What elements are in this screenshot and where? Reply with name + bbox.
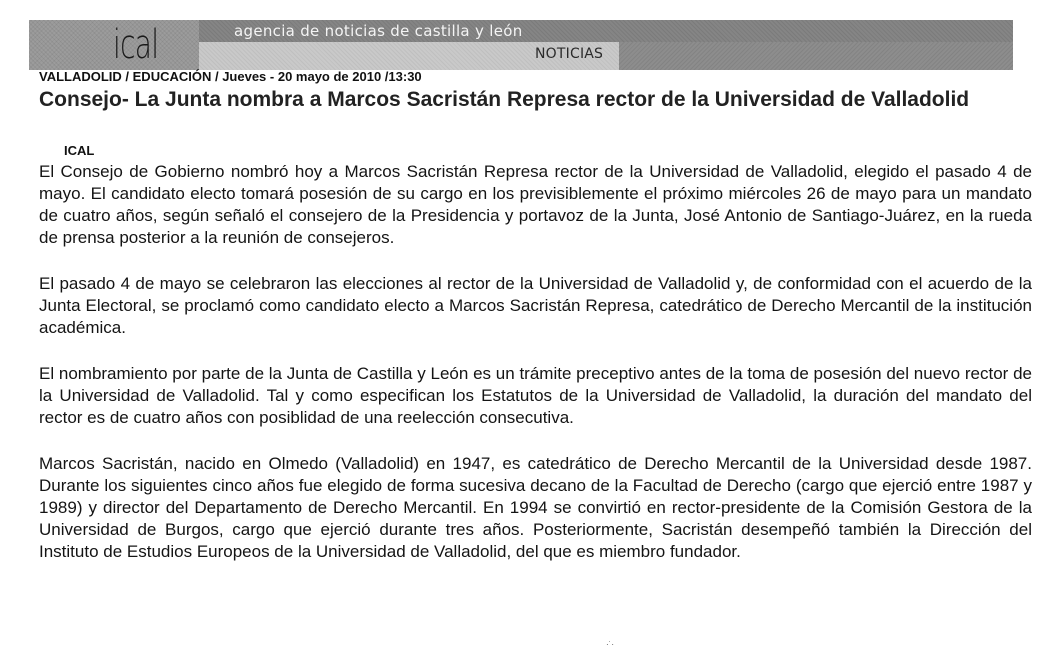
article-paragraph: El Consejo de Gobierno nombró hoy a Marcos Sacristán Represa rector de la Universidad de Valladolid, elegido el pasado 4 de mayo. El candidato electo tomará posesión de su cargo en los previsiblemente el próximo miércoles 26 de mayo para un mandato de cuatro años, según señaló el consejero de la Presidencia y portavoz de la Junta, José Antonio de Santiago-Juárez, en la rueda de prensa posterior a la reunión de consejeros. [39, 162, 1032, 247]
article-paragraph: El nombramiento por parte de la Junta de Castilla y León es un trámite preceptivo antes de la toma de posesión del nuevo rector de la Universidad de Valladolid. Tal y como especifican los Estatutos de la Universidad de Valladolid, la duración del mandato del rector es de cuatro años con posiblidad de una reelección consecutiva. [39, 364, 1032, 427]
masthead-band-right [619, 42, 1013, 70]
article-body [39, 161, 1032, 563]
agency-tagline: agencia de noticias de castilla y león [234, 22, 523, 40]
article-byline: ICAL [64, 143, 95, 158]
article-dateline: VALLADOLID / EDUCACIÓN / Jueves - 20 mayo de 2010 /13:30 [39, 69, 422, 84]
ical-logo: ical [113, 22, 159, 68]
masthead-banner [29, 20, 1013, 70]
scan-speck: ·˙· [606, 640, 614, 649]
section-label: NOTICIAS [535, 46, 604, 62]
article-headline: Consejo- La Junta nombra a Marcos Sacristán Represa rector de la Universidad de Valladolid [39, 88, 970, 111]
article-paragraph: Marcos Sacristán, nacido en Olmedo (Valladolid) en 1947, es catedrático de Derecho Mercantil de la Universidad desde 1987. Durante los siguientes cinco años fue elegido de forma sucesiva decano de la Facultad de Derecho (cargo que ejerció entre 1987 y 1989) y director del Departamento de Derecho Mercantil. En 1994 se convirtió en rector-presidente de la Comisión Gestora de la Universidad de Burgos, cargo que ejerció durante tres años. Posteriormente, Sacristán desempeñó también la Dirección del Instituto de Estudios Europeos de la Universidad de Valladolid, del que es miembro fundador. [39, 454, 1032, 561]
article-paragraph: El pasado 4 de mayo se celebraron las elecciones al rector de la Universidad de Valladolid y, de conformidad con el acuerdo de la Junta Electoral, se proclamó como candidato electo a Marcos Sacristán Represa, catedrático de Derecho Mercantil de la institución académica. [39, 274, 1032, 337]
